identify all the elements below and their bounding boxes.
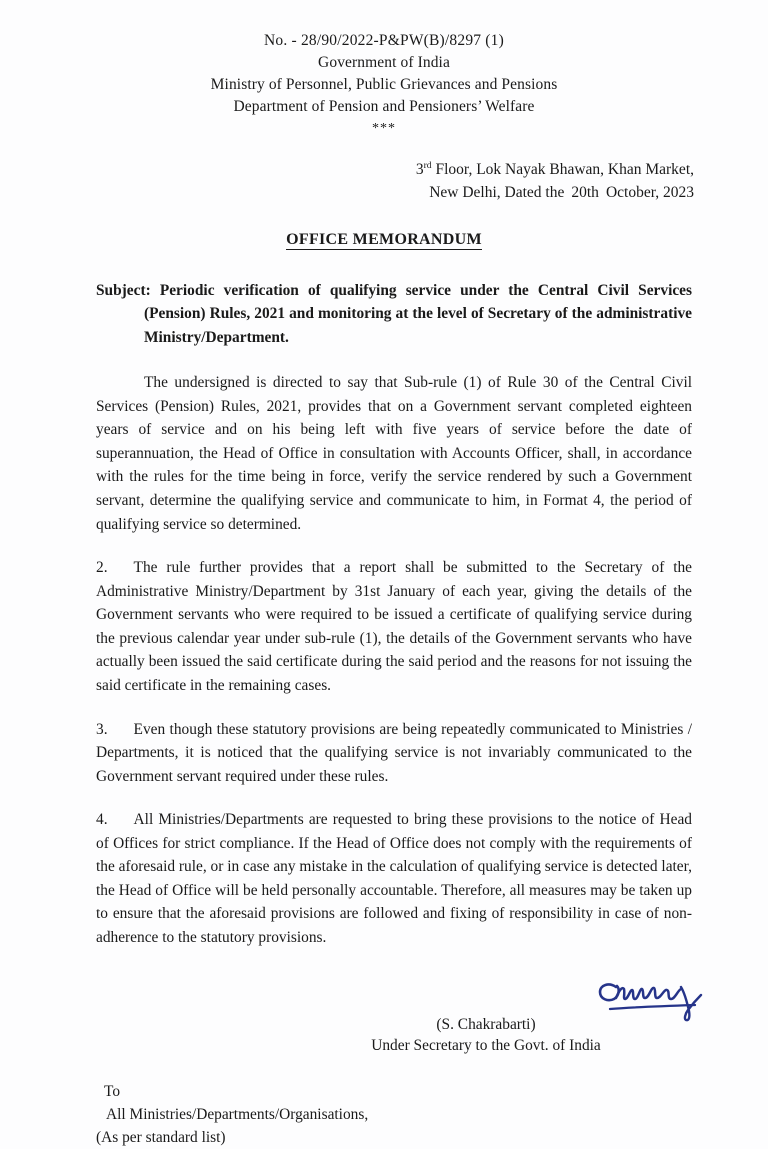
- department-line: Department of Pension and Pensioners’ Welfare: [233, 98, 535, 115]
- floor-ordinal-suffix: rd: [423, 159, 432, 171]
- city-date-line: [0, 181, 694, 205]
- date-day: 20th: [571, 184, 599, 202]
- paragraph-3: [96, 718, 692, 789]
- paragraph-3-number: 3.: [96, 720, 108, 738]
- recipient-note: (As per standard list): [96, 1128, 226, 1146]
- paragraph-4: [96, 808, 692, 949]
- subject-label: Subject:: [96, 281, 151, 299]
- paragraph-3-text: Even though these statutory provisions are being repeatedly communicated to Ministries / Departments, it is noticed that the qualifying service is not invariably communicated to the Government servant required under these rules.: [96, 720, 692, 785]
- signatory-name: (S. Chakrabarti): [436, 1015, 536, 1033]
- page-title: [0, 231, 768, 249]
- signature-block: [96, 976, 692, 1062]
- government-line: Government of India: [318, 54, 450, 71]
- paragraph-4-number: 4.: [96, 811, 108, 829]
- ministry-line: Ministry of Personnel, Public Grievances and Pensions: [210, 76, 558, 93]
- paragraph-2: [96, 556, 692, 697]
- paragraph-2-number: 2.: [96, 559, 108, 577]
- address-date-block: [0, 158, 768, 205]
- document-body: [96, 279, 692, 1149]
- recipient-list: All Ministries/Departments/Organisations,: [106, 1105, 369, 1123]
- address-rest: Floor, Lok Nayak Bhawan, Khan Market,: [431, 160, 694, 178]
- paragraph-1: [96, 371, 692, 536]
- reference-number: No. - 28/90/2022-P&PW(B)/8297 (1): [264, 32, 504, 49]
- date-month-year: October, 2023: [605, 184, 694, 202]
- office-address-line: [0, 158, 694, 182]
- subject-text: Periodic verification of qualifying service under the Central Civil Services (Pension) Rules, 2021 and monitoring at the level of Secretary of the administrative Ministry/Department.: [144, 281, 692, 346]
- floor-number: 3: [415, 160, 424, 178]
- paragraph-2-text: The rule further provides that a report shall be submitted to the Secretary of the Administrative Ministry/Department by 31st January of each year, giving the details of the Government servants who were required to be issued a certificate of qualifying service during the previous calendar year under sub-rule (1), the details of the Government servants who have actually been issued the said certificate during the said period and the reasons for not issuing the said certificate in the remaining cases.: [96, 559, 692, 694]
- paragraph-1-text: The undersigned is directed to say that Sub-rule (1) of Rule 30 of the Central Civil Services (Pension) Rules, 2021, provides that on a Government servant completed eighteen years of service and on his being left with five years of service before the date of superannuation, the Head of Office in consultation with Accounts Officer, shall, in accordance with the rules for the time being in force, verify the service rendered by such a Government servant, determine the qualifying service and communicate to him, in Format 4, the period of qualifying service so determined.: [96, 374, 692, 533]
- to-label: To: [104, 1082, 121, 1100]
- letterhead: [0, 0, 768, 139]
- paragraph-4-text: All Ministries/Departments are requested to bring these provisions to the notice of Head of Offices for strict compliance. If the Head of Office does not comply with the requirements of the aforesaid rule, or in case any mistake in the calculation of qualifying service is detected later, the Head of Office will be held personally accountable. Therefore, all measures may be taken up to ensure that the aforesaid provisions are followed and fixing of responsibility in case of non-adherence to the statutory provisions.: [96, 811, 692, 946]
- separator-asterisks: ***: [372, 121, 396, 136]
- recipient-block: [96, 1080, 692, 1149]
- signatory-designation: Under Secretary to the Govt. of India: [371, 1036, 601, 1054]
- city-dated-label: New Delhi, Dated the: [429, 184, 565, 202]
- page-title-text: OFFICE MEMORANDUM: [286, 230, 482, 248]
- subject-line: [96, 279, 692, 349]
